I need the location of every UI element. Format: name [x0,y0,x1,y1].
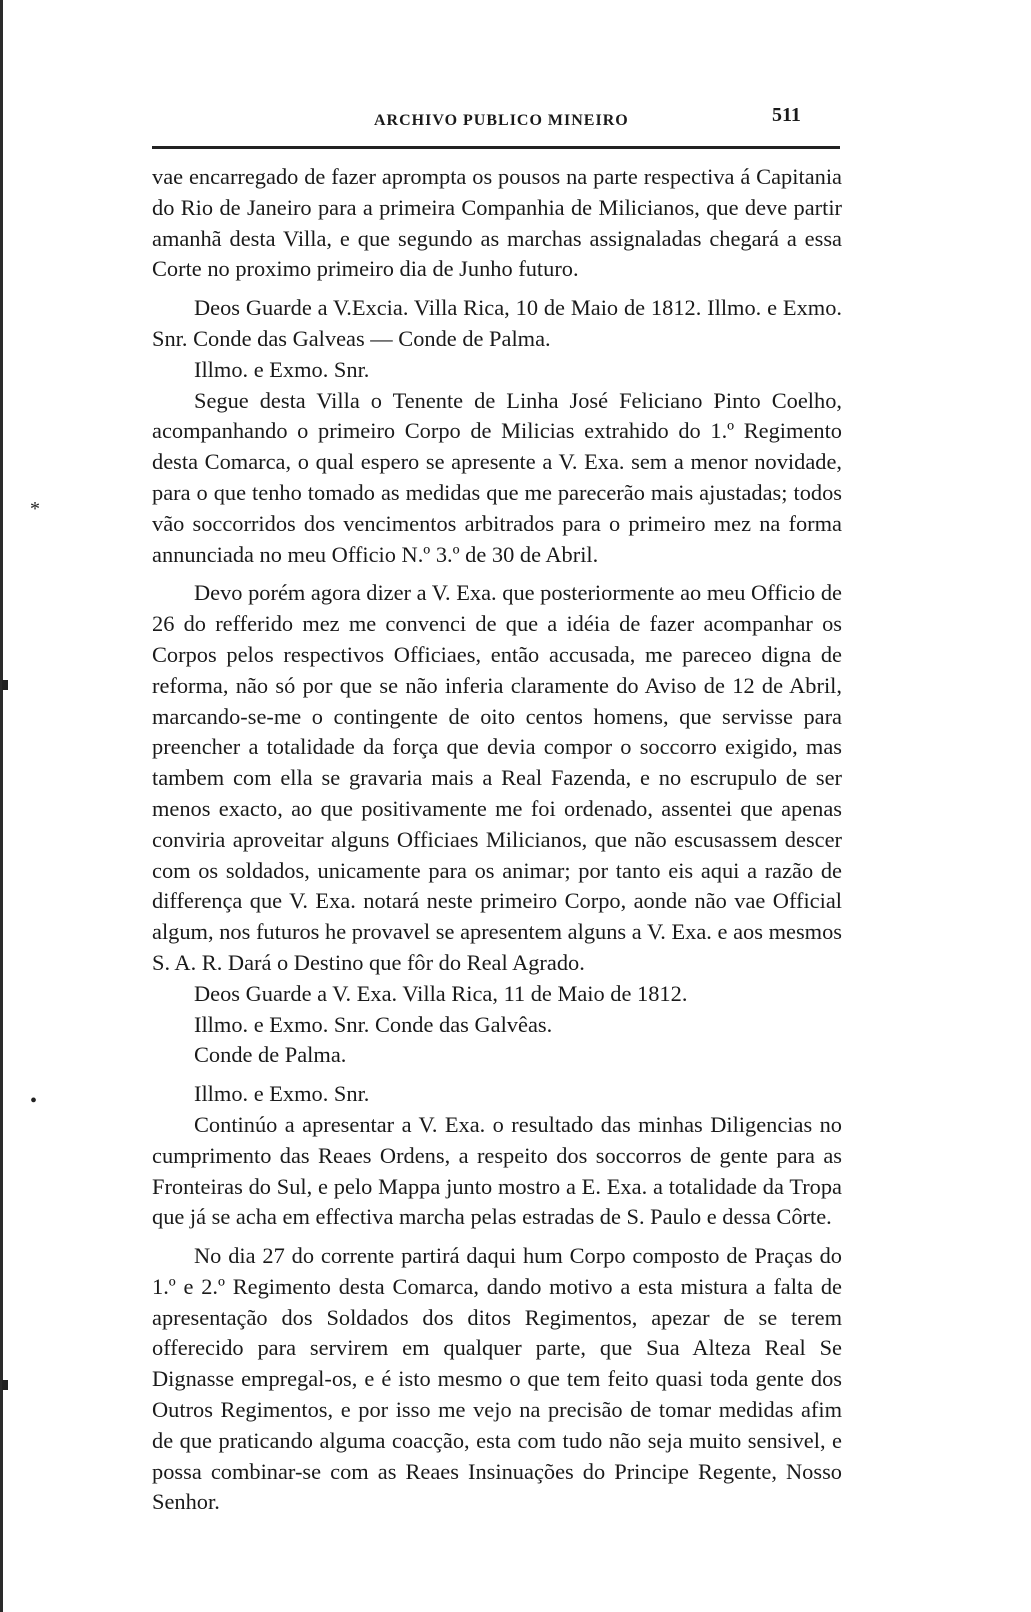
margin-bullet: • [30,1090,38,1112]
addressee-line: Illmo. e Exmo. Snr. Conde das Galvêas. [194,1011,553,1037]
closing-line: Deos Guarde a V. Exa. Villa Rica, 11 de Maio de 1812. [194,980,688,1006]
paragraph: Deos Guarde a V.Excia. Villa Rica, 10 de Maio de 1812. Illmo. e Exmo. Snr. Conde das Galveas — Conde de Palma. [152,295,842,351]
page-number: 511 [772,104,801,126]
edge-mark [2,680,8,690]
paragraph: Devo porém agora dizer a V. Exa. que posteriormente ao meu Officio de 26 do refferido mez me convenci de que a idéia de fazer acompanhar os Corpos pelos respectivos Officiaes, então accusada, me pareceo digna de reforma, não só por que se não inferia claramente do Aviso de 12 de Abril, marcando-se-me o contingente de oito centos homens, que servisse para preencher a totalidade da força que devia compor o soccorro exigido, mas tambem com ella se gravaria mais a Real Fazenda, e no escrupulo de ser menos exacto, ao que positivamente me foi ordenado, assentei que apenas conviria aproveitar alguns Officiaes Milicianos, que não escusassem descer com os soldados, unicamente para os animar; por tanto eis aqui a razão de differença que V. Exa. notará neste primeiro Corpo, aonde não vae Official algum, nos futuros he provavel se apresentem alguns a V. Exa. e aos mesmos S. A. R. Dará o Destino que fôr do Real Agrado. [152,580,842,975]
edge-mark [2,1380,8,1390]
page-edge-line [0,0,3,1612]
paragraph: Continúo a apresentar a V. Exa. o resultado das minhas Diligencias no cumprimento das Reaes Ordens, a respeito dos soccorros de gente para as Fronteiras do Sul, e pelo Mappa junto mostro a E. Exa. a totalidade da Tropa que já se acha em effectiva marcha pelas estradas de S. Paulo e dessa Côrte. [152,1111,842,1230]
paragraph: No dia 27 do corrente partirá daqui hum Corpo composto de Praças do 1.º e 2.º Regimento desta Comarca, dando motivo a esta mistura a falta de apresentação dos Soldados dos ditos Regimentos, apezar de se terem offerecido para servirem em qualquer parte, que Sua Alteza Real Se Dignasse empregal-os, e é isto mesmo o que tem feito quasi toda gente dos Outros Regimentos, e por isso me vejo na precisão de tomar medidas afim de que praticando alguma coacção, esta com tudo não seja muito sensivel, e possa combinar-se com as Reaes Insinuações do Principe Regente, Nosso Senhor. [152,1243,842,1515]
salutation: Illmo. e Exmo. Snr. [194,1081,370,1107]
body-text [152,162,842,1518]
paragraph: Segue desta Villa o Tenente de Linha José Feliciano Pinto Coelho, acompanhando o primeiro Corpo de Milicias extrahido do 1.º Regimento desta Comarca, o qual espero se apresente a V. Exa. sem a menor novidade, para o que tenho tomado as medidas que me parecerão mais ajustadas; todos vão soccorridos dos vencimentos arbitrados para o primeiro mez na forma annunciada no meu Officio N.º 3.º de 30 de Abril. [152,387,842,567]
running-title: ARCHIVO PUBLICO MINEIRO [374,112,629,129]
header-rule [152,146,840,149]
salutation: Illmo. e Exmo. Snr. [194,356,370,382]
page-header [152,104,842,144]
paragraph: vae encarregado de fazer aprompta os pousos na parte respectiva á Capitania do Rio de Janeiro para a primeira Companhia de Milicianos, que deve partir amanhã desta Villa, e que segundo as marchas assignaladas chegará a essa Corte no proximo primeiro dia de Junho futuro. [152,164,842,282]
margin-asterisk: * [30,498,40,520]
signature: Conde de Palma. [194,1042,347,1068]
